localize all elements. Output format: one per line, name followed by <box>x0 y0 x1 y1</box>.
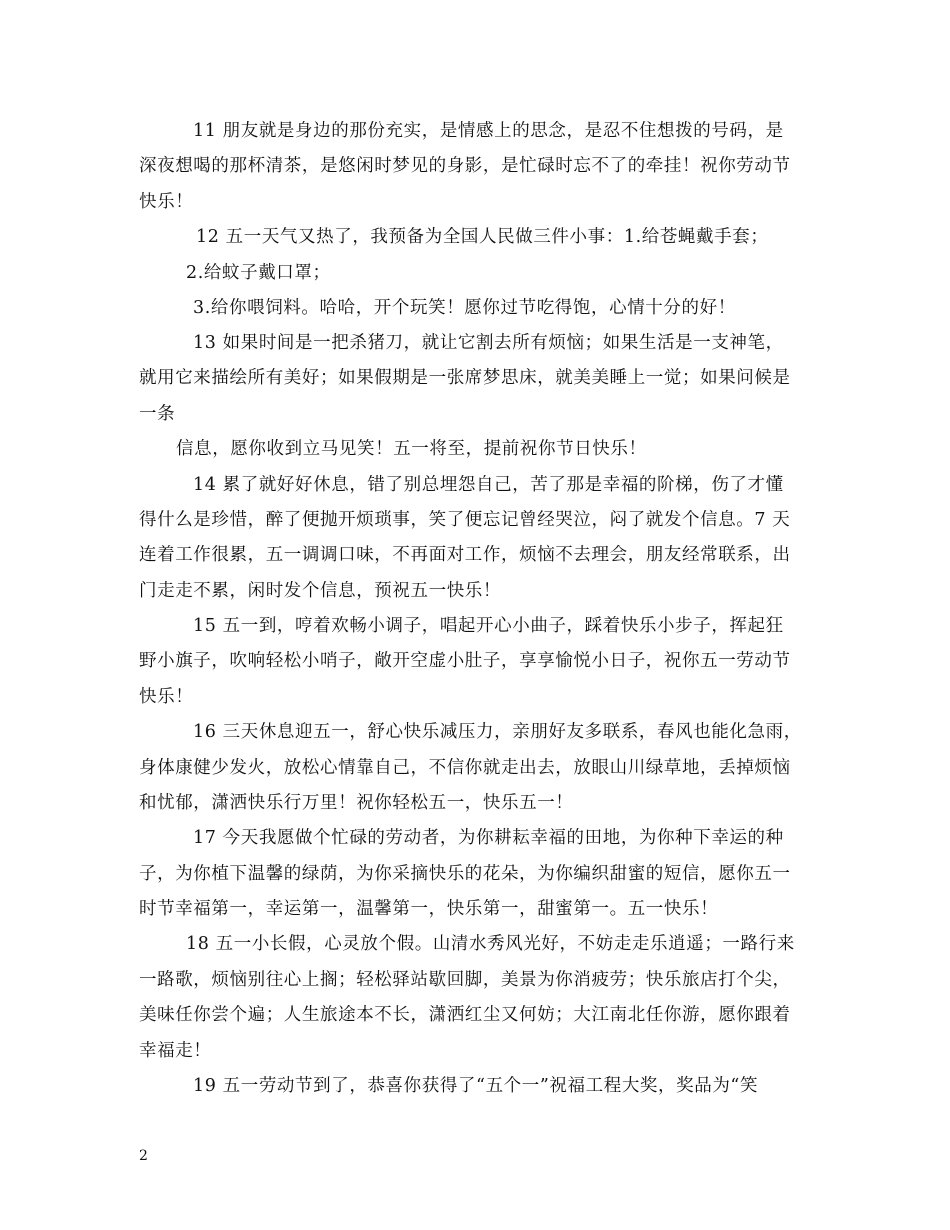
text-line: 一条 <box>139 404 176 424</box>
text-line: 16 三天休息迎五一，舒心快乐减压力，亲朋好友多联系，春风也能化急雨， <box>193 722 802 742</box>
text-line: 连着工作很累，五一调调口味，不再面对工作，烦恼不去理会，朋友经常联系，出 <box>139 545 791 565</box>
text-line: 19 五一劳动节到了，恭喜你获得了“五个一”祝福工程大奖，奖品为“笑 <box>193 1076 759 1096</box>
text-line: 17 今天我愿做个忙碌的劳动者，为你耕耘幸福的田地，为你种下幸运的种 <box>193 828 784 848</box>
text-line: 13 如果时间是一把杀猪刀，就让它割去所有烦恼；如果生活是一支神笔， <box>193 333 784 353</box>
text-line: 野小旗子，吹响轻松小哨子，敞开空虚小肚子，享享愉悦小日子，祝你五一劳动节 <box>139 651 791 671</box>
text-line: 深夜想喝的那杯清茶，是悠闲时梦见的身影，是忙碌时忘不了的牵挂！祝你劳动节 <box>139 156 791 176</box>
text-line: 幸福走！ <box>139 1041 212 1061</box>
text-line: 得什么是珍惜，醉了便抛开烦琐事，笑了便忘记曾经哭泣，闷了就发个信息。7 天 <box>139 510 791 530</box>
text-line: 和忧郁，潇洒快乐行万里！祝你轻松五一，快乐五一！ <box>139 793 574 813</box>
text-line: 美味任你尝个遍；人生旅途本不长，潇洒红尘又何妨；大江南北任你游，愿你跟着 <box>139 1005 791 1025</box>
page-number: 2 <box>139 1148 148 1164</box>
text-line: 一路歌，烦恼别往心上搁；轻松驿站歇回脚，美景为你消疲劳；快乐旅店打个尖， <box>139 970 791 990</box>
text-line: 12 五一天气又热了，我预备为全国人民做三件小事：1.给苍蝇戴手套； <box>196 227 769 247</box>
text-line: 3.给你喂饲料。哈哈，开个玩笑！愿你过节吃得饱，心情十分的好！ <box>193 298 736 318</box>
text-line: 14 累了就好好休息，错了别总埋怨自己，苦了那是幸福的阶梯，伤了才懂 <box>193 475 784 495</box>
text-line: 时节幸福第一，幸运第一，温馨第一，快乐第一，甜蜜第一。五一快乐！ <box>139 899 719 919</box>
text-line: 11 朋友就是身边的那份充实，是情感上的思念，是忍不住想拨的号码，是 <box>193 121 784 141</box>
text-line: 门走走不累，闲时发个信息，预祝五一快乐！ <box>139 581 501 601</box>
text-line: 身体康健少发火，放松心情靠自己，不信你就走出去，放眼山川绿草地，丢掉烦恼 <box>139 758 791 778</box>
text-line: 子，为你植下温馨的绿荫，为你采摘快乐的花朵，为你编织甜蜜的短信，愿你五一 <box>139 864 791 884</box>
text-line: 快乐！ <box>139 192 194 212</box>
text-line: 15 五一到，哼着欢畅小调子，唱起开心小曲子，踩着快乐小步子，挥起狂 <box>193 616 784 636</box>
text-line: 就用它来描绘所有美好；如果假期是一张席梦思床，就美美睡上一觉；如果问候是 <box>139 368 791 388</box>
text-line: 18 五一小长假，心灵放个假。山清水秀风光好，不妨走走乐逍遥；一路行来 <box>186 934 795 954</box>
text-line: 信息，愿你收到立马见笑！五一将至，提前祝你节日快乐！ <box>176 439 647 459</box>
text-line: 快乐！ <box>139 687 194 707</box>
text-line: 2.给蚊子戴口罩； <box>186 263 331 283</box>
